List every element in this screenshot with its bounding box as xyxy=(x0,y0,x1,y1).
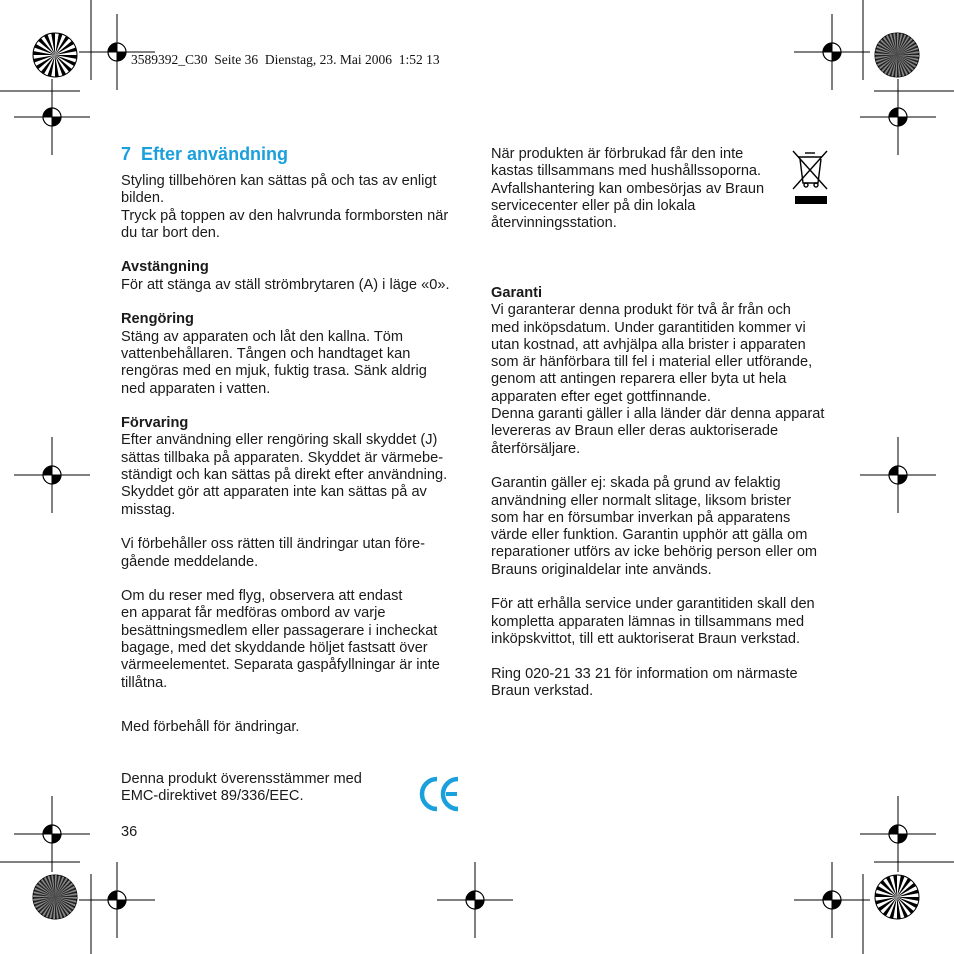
body-line: Efter användning eller rengöring skall skyddet (J) xyxy=(121,432,438,449)
body-line: När produkten är förbrukad får den inte xyxy=(491,146,744,162)
body-line: återförsäljare. xyxy=(491,440,581,457)
emc-note xyxy=(121,771,411,806)
body-line: med inköpsdatum. Under garantitiden kommer vi xyxy=(491,319,806,336)
body-line: servicecenter eller på din lokala xyxy=(491,197,696,214)
body-line: sättas tillbaka på apparaten. Skyddet är värmebe- xyxy=(121,449,444,466)
body-line: ned apparaten i vatten. xyxy=(121,380,271,397)
intro-line: Styling tillbehören kan sättas på och tas av enligt xyxy=(121,173,437,189)
body-line: reparationer utförs av icke behörig person eller om xyxy=(491,544,818,561)
body-line: användning eller normalt slitage, liksom brister xyxy=(491,492,792,509)
body-line: Ring 020-21 33 21 för information om närmaste xyxy=(491,665,798,682)
body-line: Denna garanti gäller i alla länder där denna apparat xyxy=(491,406,825,423)
body-line: Denna produkt överensstämmer med xyxy=(121,771,362,787)
body-line: kastas tillsammans med hushållssoporna. xyxy=(491,163,762,180)
body-line: Om du reser med flyg, observera att endast xyxy=(121,588,403,605)
reserve-note xyxy=(121,719,466,736)
body-line: besättningsmedlem eller passagerare i incheckat xyxy=(121,622,438,639)
body-line: Stäng av apparaten och låt den kallna. Töm xyxy=(121,328,404,345)
intro-line: du tar bort den. xyxy=(121,224,220,241)
subheading-cleaning: Rengöring xyxy=(121,311,194,328)
body-line: som har en försumbar inverkan på apparatens xyxy=(491,509,791,526)
body-line: utan kostnad, att avhjälpa alla brister i apparaten xyxy=(491,336,806,353)
body-line: misstag. xyxy=(121,501,176,518)
body-line: tillåtna. xyxy=(121,674,168,691)
body-line: ständigt och kan sättas på direkt efter användning. xyxy=(121,467,448,484)
crossed-out-wheelie-bin-icon xyxy=(790,147,830,207)
body-line: en apparat får medföras ombord av varje xyxy=(121,605,386,622)
body-line: Avfallshantering kan ombesörjas av Braun xyxy=(491,180,765,197)
intro-line: Tryck på toppen av den halvrunda formborsten när xyxy=(121,207,449,224)
body-line: värde eller funktion. Garantin upphör att gälla om xyxy=(491,527,808,544)
print-slug: 3589392_C30 Seite 36 Dienstag, 23. Mai 2006 1:52 13 xyxy=(131,52,440,67)
body-line: Vi förbehåller oss rätten till ändringar utan före- xyxy=(121,536,425,553)
body-line: rengöras med en mjuk, fuktig trasa. Sänk aldrig xyxy=(121,363,427,380)
intro-line: bilden. xyxy=(121,190,165,207)
body-line: Vi garanterar denna produkt för två år från och xyxy=(491,302,791,319)
disposal-note xyxy=(491,146,781,232)
body-line: För att erhålla service under garantitiden skall den xyxy=(491,596,815,613)
body-line: Brauns originaldelar inte används. xyxy=(491,561,712,578)
body-line: vattenbehållaren. Tången och handtaget kan xyxy=(121,345,411,362)
subheading-storage: Förvaring xyxy=(121,415,189,432)
ce-mark-icon xyxy=(418,775,462,813)
section-heading: Efter användning xyxy=(141,144,289,164)
body-line: EMC-direktivet 89/336/EEC. xyxy=(121,788,304,805)
body-line: För att stänga av ställ strömbrytaren (A) i läge «0». xyxy=(121,276,450,293)
body-line: bagage, med det skyddande höljet fastsatt över xyxy=(121,640,428,657)
body-line: gående meddelande. xyxy=(121,553,259,570)
page-number: 36 xyxy=(121,824,138,840)
body-line: levereras av Braun eller deras auktoriserade xyxy=(491,423,779,440)
subheading-shutdown: Avstängning xyxy=(121,259,209,276)
body-line: som är hänförbara till fel i material eller utförande, xyxy=(491,354,813,371)
section-title xyxy=(121,144,288,165)
warranty-section xyxy=(491,285,836,700)
body-line: Braun verkstad. xyxy=(491,682,594,699)
body-line: genom att antingen reparera eller byta ut hela xyxy=(491,371,787,388)
body-line: Med förbehåll för ändringar. xyxy=(121,719,300,735)
body-line: återvinningsstation. xyxy=(491,215,617,232)
subheading-warranty: Garanti xyxy=(491,285,543,301)
section-number: 7 xyxy=(121,144,132,164)
body-line: Garantin gäller ej: skada på grund av felaktig xyxy=(491,475,781,492)
body-line: Skyddet gör att apparaten inte kan sättas på av xyxy=(121,484,427,501)
left-column xyxy=(121,173,466,692)
body-line: värmeelementet. Separata gaspåfyllningar är inte xyxy=(121,657,440,674)
body-line: inköpskvittot, till ett auktoriserat Braun verkstad. xyxy=(491,630,801,647)
body-line: kompletta apparaten lämnas in tillsammans med xyxy=(491,613,805,630)
body-line: apparaten efter eget gottfinnande. xyxy=(491,388,711,405)
